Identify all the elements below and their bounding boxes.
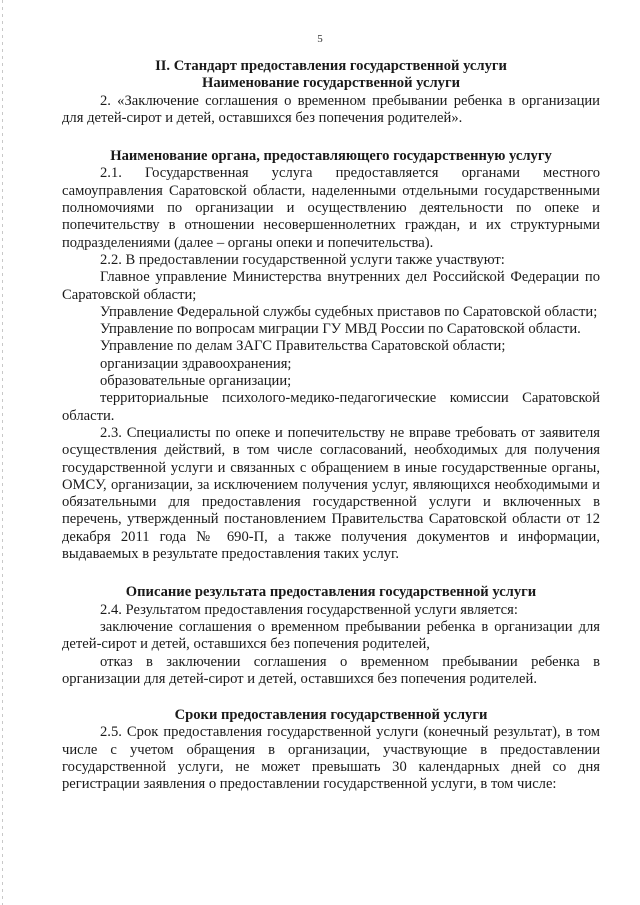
heading-organ: Наименование органа, предоставляющего государственную услугу: [110, 148, 552, 165]
participant-item: образовательные организации;: [100, 373, 292, 390]
result-item: заключение соглашения о временном пребывании ребенка в организации для детей-сирот и детей, оставшихся без попечения родителей,: [62, 618, 600, 653]
heading-terms: Сроки предоставления государственной услуги: [174, 707, 488, 724]
section-title: II. Стандарт предоставления государственной услуги: [155, 58, 507, 74]
paragraph-2-4: 2.4. Результатом предоставления государственной услуги является:: [100, 601, 518, 618]
participant-item: организации здравоохранения;: [100, 355, 292, 372]
paragraph-2-3: 2.3. Специалисты по опеке и попечительству не вправе требовать от заявителя осуществления действий, в том числе согласований, необходимых для получения государственной услуги и связанных с обращением в иные государственные органы, ОМСУ, организации, за исключением получения услуг, являющихся необходимыми и обязательными для предоставления государственной услуги и включенных в перечень, утвержденный постановлением Правительства Саратовской области от 12 декабря 2011 года № 690-П, а также получения документов и информации, выдаваемых в результате предоставления таких услуг.: [62, 424, 600, 563]
participant-item: территориальные психолого-медико-педагогические комиссии Саратовской области.: [62, 390, 600, 424]
scan-edge: [2, 0, 3, 905]
participant-item: Управление Федеральной службы судебных приставов по Саратовской области;: [100, 303, 598, 320]
paragraph-2-5: 2.5. Срок предоставления государственной услуги (конечный результат), в том числе с учетом обращения в организации, участвующие в предоставлении государственной услуги, не может превышать 30 календарных дней со дня регистрации заявления о предоставлении государственной услуги, в том числе:: [62, 724, 600, 793]
paragraph-2-2: 2.2. В предоставлении государственной услуги также участвуют:: [100, 251, 505, 268]
participant-item: Управление по вопросам миграции ГУ МВД России по Саратовской области.: [100, 321, 581, 338]
paragraph-service-name: 2. «Заключение соглашения о временном пребывании ребенка в организации для детей-сирот и детей, оставшихся без попечения родителей».: [62, 92, 600, 126]
paragraph-2-1: 2.1. Государственная услуга предоставляется органами местного самоуправления Саратовской области, наделенными отдельными государственными полномочиями по организации и осуществлению деятельности по опеке и попечительству в отношении несовершеннолетних граждан, и их структурными подразделениями (далее – органы опеки и попечительства).: [62, 165, 600, 251]
section-subtitle: Наименование государственной услуги: [202, 75, 460, 92]
heading-result: Описание результата предоставления государственной услуги: [125, 584, 537, 601]
participant-item: Управление по делам ЗАГС Правительства Саратовской области;: [100, 338, 506, 355]
page-number: 5: [317, 33, 323, 45]
document-body: [62, 58, 600, 794]
result-item: отказ в заключении соглашения о временном пребывании ребенка в организации для детей-сирот и детей, оставшихся без попечения родителей.: [62, 653, 600, 687]
participant-item: Главное управление Министерства внутренних дел Российской Федерации по Саратовской области;: [62, 269, 600, 303]
